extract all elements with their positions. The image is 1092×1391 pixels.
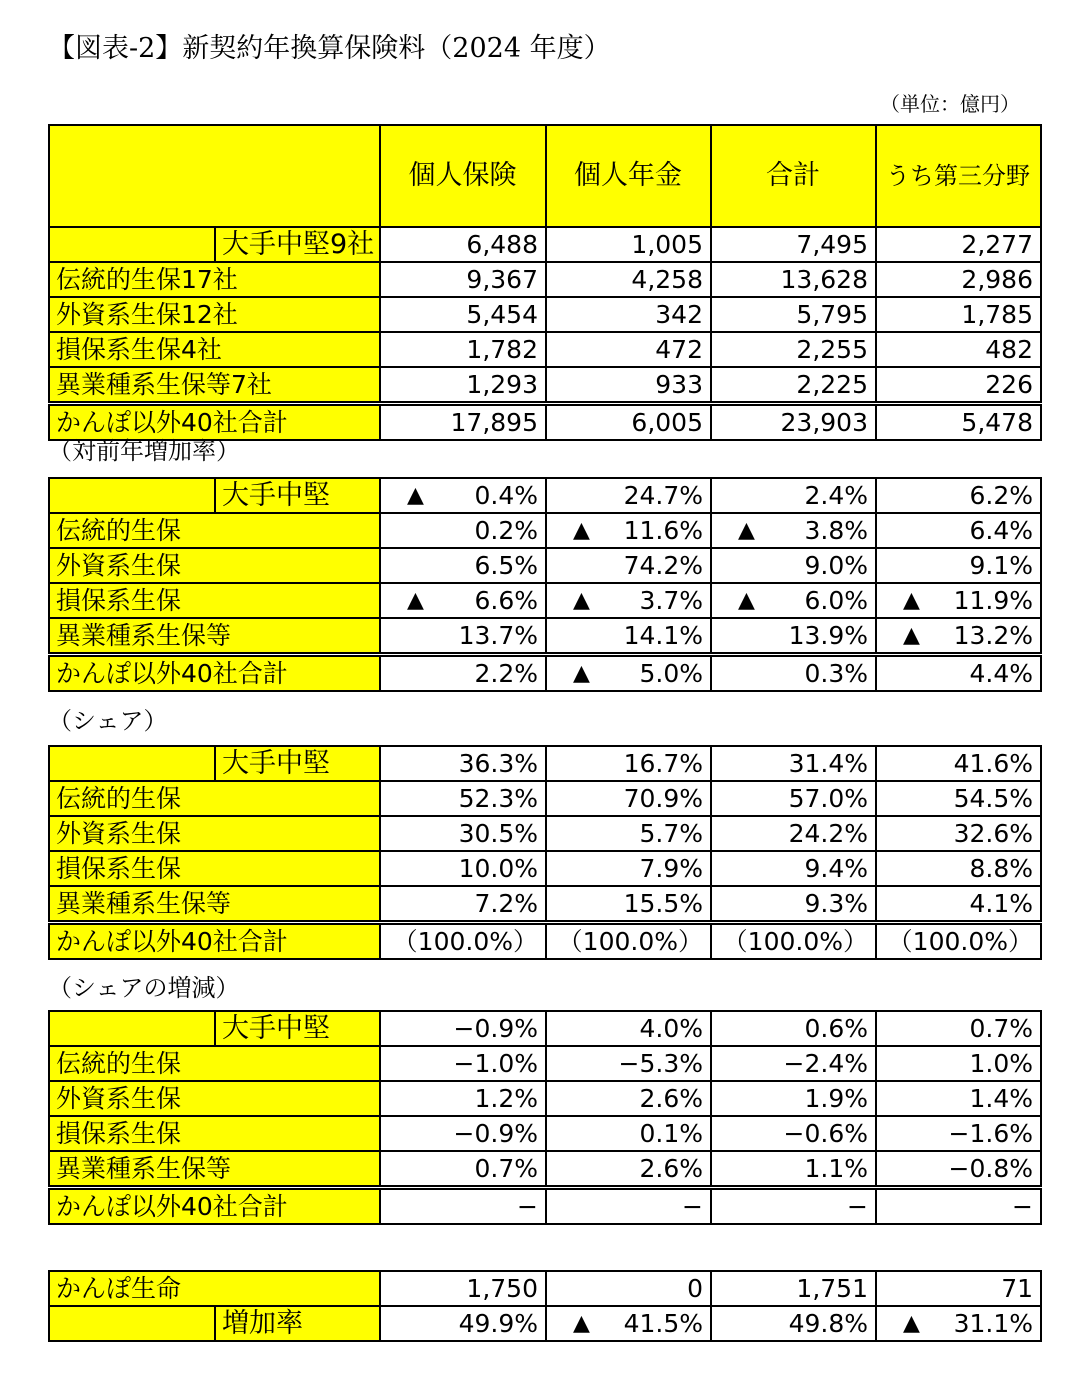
value-text: 6.6% xyxy=(474,586,538,615)
row-label: 伝統的生保 xyxy=(49,781,380,816)
value-text: 7.9% xyxy=(639,854,703,883)
share-change-table xyxy=(48,1010,1042,1225)
value-cell xyxy=(711,1271,876,1306)
value-text: 2,277 xyxy=(961,230,1033,259)
value-text: 49.8% xyxy=(788,1309,868,1338)
negative-triangle-icon: ▲ xyxy=(573,1311,590,1336)
row-label: 異業種系生保等 xyxy=(49,618,380,655)
negative-triangle-icon: ▲ xyxy=(903,623,920,648)
table-row xyxy=(49,746,1041,781)
value-cell xyxy=(711,548,876,583)
value-cell xyxy=(711,513,876,548)
row-label xyxy=(49,746,380,781)
value-cell xyxy=(546,367,711,404)
value-cell xyxy=(380,886,546,923)
value-cell xyxy=(380,1271,546,1306)
table-row xyxy=(49,513,1041,548)
value-cell xyxy=(876,1081,1041,1116)
kampo-rows xyxy=(49,1271,1041,1341)
row-label: かんぽ以外40社合計 xyxy=(49,655,380,692)
table-row xyxy=(49,297,1041,332)
value-cell xyxy=(380,816,546,851)
value-cell xyxy=(546,923,711,960)
value-text: 8.8% xyxy=(969,854,1033,883)
table-row xyxy=(49,618,1041,655)
value-text: 9.3% xyxy=(804,889,868,918)
value-text: 6.2% xyxy=(969,481,1033,510)
value-text: 4.4% xyxy=(969,659,1033,688)
value-text: −0.9% xyxy=(453,1119,538,1148)
value-text: 11.6% xyxy=(623,516,703,545)
table-row xyxy=(49,1116,1041,1151)
section-label-share-change: （シェアの増減） xyxy=(48,974,240,1002)
value-text: 30.5% xyxy=(458,819,538,848)
value-cell xyxy=(546,332,711,367)
value-cell xyxy=(876,1151,1041,1188)
value-text: 6.0% xyxy=(804,586,868,615)
share-rows xyxy=(49,746,1041,959)
row-label: 外資系生保 xyxy=(49,816,380,851)
value-text: 2.4% xyxy=(804,481,868,510)
value-cell xyxy=(876,1306,1041,1341)
value-cell xyxy=(546,816,711,851)
value-text: 1.9% xyxy=(804,1084,868,1113)
value-text: 41.6% xyxy=(953,749,1033,778)
value-cell xyxy=(876,655,1041,692)
value-cell xyxy=(876,332,1041,367)
row-label: かんぽ以外40社合計 xyxy=(49,1188,380,1225)
value-text: 9.0% xyxy=(804,551,868,580)
value-cell xyxy=(876,1271,1041,1306)
value-text: 36.3% xyxy=(458,749,538,778)
value-cell xyxy=(380,367,546,404)
value-cell xyxy=(380,513,546,548)
row-label-text: 大手中堅 xyxy=(214,746,380,781)
row-label xyxy=(49,1011,380,1046)
value-text: 2,986 xyxy=(961,265,1033,294)
value-cell xyxy=(546,583,711,618)
row-label xyxy=(49,478,380,513)
value-cell xyxy=(711,262,876,297)
value-text: − xyxy=(1012,1192,1033,1221)
row-label: 伝統的生保 xyxy=(49,1046,380,1081)
value-cell xyxy=(711,404,876,441)
value-cell xyxy=(876,746,1041,781)
value-cell xyxy=(380,262,546,297)
value-text: 24.2% xyxy=(788,819,868,848)
value-text: 54.5% xyxy=(953,784,1033,813)
col-header-third-sector: うち第三分野 xyxy=(876,125,1041,227)
value-cell xyxy=(711,886,876,923)
value-text: −1.6% xyxy=(948,1119,1033,1148)
value-cell xyxy=(546,886,711,923)
value-text: 6.5% xyxy=(474,551,538,580)
table-row xyxy=(49,1011,1041,1046)
value-text: 2.2% xyxy=(474,659,538,688)
value-cell xyxy=(876,548,1041,583)
row-label: かんぽ以外40社合計 xyxy=(49,923,380,960)
value-text: 2,255 xyxy=(796,335,868,364)
value-text: 1,293 xyxy=(466,370,538,399)
growth-table xyxy=(48,477,1042,692)
row-label: 伝統的生保 xyxy=(49,513,380,548)
value-text: −0.9% xyxy=(453,1014,538,1043)
value-cell xyxy=(380,297,546,332)
value-cell xyxy=(546,1271,711,1306)
value-cell xyxy=(380,1046,546,1081)
value-cell xyxy=(380,404,546,441)
value-cell xyxy=(711,332,876,367)
table-row xyxy=(49,478,1041,513)
negative-triangle-icon: ▲ xyxy=(407,483,424,508)
value-text: 342 xyxy=(655,300,703,329)
value-cell xyxy=(711,1151,876,1188)
kampo-table xyxy=(48,1270,1042,1342)
value-text: −0.8% xyxy=(948,1154,1033,1183)
value-text: 933 xyxy=(655,370,703,399)
value-text: 31.4% xyxy=(788,749,868,778)
table-row xyxy=(49,851,1041,886)
value-cell xyxy=(546,1116,711,1151)
section-label-share: （シェア） xyxy=(48,707,168,735)
value-cell xyxy=(546,262,711,297)
row-label: 外資系生保 xyxy=(49,1081,380,1116)
value-cell xyxy=(546,655,711,692)
share-change-rows xyxy=(49,1011,1041,1224)
value-text: 13,628 xyxy=(780,265,868,294)
value-text: 9,367 xyxy=(466,265,538,294)
value-cell xyxy=(876,404,1041,441)
amount-rows xyxy=(49,227,1041,440)
value-cell xyxy=(380,1306,546,1341)
share-table xyxy=(48,745,1042,960)
value-cell xyxy=(876,1116,1041,1151)
value-cell xyxy=(876,923,1041,960)
value-text: 74.2% xyxy=(623,551,703,580)
value-text: 5,454 xyxy=(466,300,538,329)
value-cell xyxy=(876,367,1041,404)
negative-triangle-icon: ▲ xyxy=(407,588,424,613)
value-cell xyxy=(546,746,711,781)
value-cell xyxy=(711,583,876,618)
value-text: 226 xyxy=(985,370,1033,399)
col-header-individual-annuity: 個人年金 xyxy=(546,125,711,227)
value-cell xyxy=(380,923,546,960)
value-cell xyxy=(546,1188,711,1225)
value-text: 13.7% xyxy=(458,621,538,650)
unit-label: （単位：億円） xyxy=(880,92,1020,116)
value-text: 6.4% xyxy=(969,516,1033,545)
value-text: 9.1% xyxy=(969,551,1033,580)
value-text: 11.9% xyxy=(953,586,1033,615)
col-header-total: 合計 xyxy=(711,125,876,227)
value-text: （100.0%） xyxy=(392,927,538,956)
value-text: 70.9% xyxy=(623,784,703,813)
value-text: 1.1% xyxy=(804,1154,868,1183)
value-cell xyxy=(876,513,1041,548)
value-text: 57.0% xyxy=(788,784,868,813)
value-cell xyxy=(380,851,546,886)
value-text: 0.7% xyxy=(969,1014,1033,1043)
value-cell xyxy=(876,262,1041,297)
table-row xyxy=(49,886,1041,923)
value-text: 32.6% xyxy=(953,819,1033,848)
value-cell xyxy=(711,1116,876,1151)
value-text: 0.2% xyxy=(474,516,538,545)
value-cell xyxy=(380,548,546,583)
value-cell xyxy=(546,1151,711,1188)
value-cell xyxy=(546,1081,711,1116)
growth-rows xyxy=(49,478,1041,691)
value-cell xyxy=(546,548,711,583)
value-text: 1,782 xyxy=(466,335,538,364)
value-text: 7.2% xyxy=(474,889,538,918)
value-text: 10.0% xyxy=(458,854,538,883)
value-text: 5.7% xyxy=(639,819,703,848)
amount-table xyxy=(48,124,1042,441)
value-cell xyxy=(546,513,711,548)
value-cell xyxy=(380,746,546,781)
value-text: −1.0% xyxy=(453,1049,538,1078)
value-text: 9.4% xyxy=(804,854,868,883)
row-label: 異業種系生保等 xyxy=(49,1151,380,1188)
value-text: （100.0%） xyxy=(887,927,1033,956)
table-row xyxy=(49,1151,1041,1188)
table-row xyxy=(49,404,1041,441)
table-row xyxy=(49,1306,1041,1341)
value-text: − xyxy=(517,1192,538,1221)
value-cell xyxy=(380,655,546,692)
value-cell xyxy=(546,478,711,513)
page-title: 【図表-2】新契約年換算保険料（2024 年度） xyxy=(48,33,611,64)
table-row xyxy=(49,367,1041,404)
value-text: 15.5% xyxy=(623,889,703,918)
negative-triangle-icon: ▲ xyxy=(573,661,590,686)
value-cell xyxy=(711,227,876,262)
row-label: かんぽ生命 xyxy=(49,1271,380,1306)
value-text: 5.0% xyxy=(639,659,703,688)
table-row xyxy=(49,548,1041,583)
value-text: 1,751 xyxy=(796,1274,868,1303)
value-text: （100.0%） xyxy=(722,927,868,956)
value-cell xyxy=(876,851,1041,886)
value-cell xyxy=(876,583,1041,618)
value-text: 4.0% xyxy=(639,1014,703,1043)
value-cell xyxy=(380,1151,546,1188)
value-cell xyxy=(876,1188,1041,1225)
value-cell xyxy=(546,781,711,816)
value-cell xyxy=(711,781,876,816)
value-cell xyxy=(876,816,1041,851)
negative-triangle-icon: ▲ xyxy=(738,518,755,543)
value-cell xyxy=(711,1011,876,1046)
row-label xyxy=(49,227,380,262)
table-row xyxy=(49,816,1041,851)
negative-triangle-icon: ▲ xyxy=(573,518,590,543)
value-text: −5.3% xyxy=(618,1049,703,1078)
value-cell xyxy=(380,1116,546,1151)
value-text: 6,488 xyxy=(466,230,538,259)
value-cell xyxy=(876,1011,1041,1046)
row-label xyxy=(49,1306,380,1341)
header-row xyxy=(49,125,1041,227)
value-text: 0.7% xyxy=(474,1154,538,1183)
value-cell xyxy=(876,227,1041,262)
row-label: 外資系生保 xyxy=(49,548,380,583)
value-text: 2.6% xyxy=(639,1154,703,1183)
row-label: 損保系生保4社 xyxy=(49,332,380,367)
table-row xyxy=(49,781,1041,816)
value-cell xyxy=(711,1046,876,1081)
value-text: 49.9% xyxy=(458,1309,538,1338)
value-text: 1.4% xyxy=(969,1084,1033,1113)
value-text: −2.4% xyxy=(783,1049,868,1078)
row-label-text: 大手中堅 xyxy=(214,1011,380,1046)
value-cell xyxy=(876,886,1041,923)
table-row xyxy=(49,1271,1041,1306)
value-text: 71 xyxy=(1001,1274,1033,1303)
value-cell xyxy=(380,1081,546,1116)
negative-triangle-icon: ▲ xyxy=(738,588,755,613)
value-text: 5,795 xyxy=(796,300,868,329)
table-row xyxy=(49,227,1041,262)
value-cell xyxy=(711,1081,876,1116)
value-cell xyxy=(876,297,1041,332)
value-text: 17,895 xyxy=(450,408,538,437)
value-cell xyxy=(711,1306,876,1341)
value-text: 1.0% xyxy=(969,1049,1033,1078)
value-cell xyxy=(876,618,1041,655)
value-text: − xyxy=(847,1192,868,1221)
value-text: 0.1% xyxy=(639,1119,703,1148)
negative-triangle-icon: ▲ xyxy=(903,588,920,613)
table-row xyxy=(49,583,1041,618)
table-row xyxy=(49,332,1041,367)
row-label: 損保系生保 xyxy=(49,1116,380,1151)
value-text: 31.1% xyxy=(953,1309,1033,1338)
value-cell xyxy=(546,1046,711,1081)
row-label: 伝統的生保17社 xyxy=(49,262,380,297)
row-label-text: 大手中堅9社 xyxy=(214,227,380,262)
value-text: 23,903 xyxy=(780,408,868,437)
value-text: 3.7% xyxy=(639,586,703,615)
value-cell xyxy=(711,746,876,781)
value-text: 52.3% xyxy=(458,784,538,813)
row-label-text: 大手中堅 xyxy=(214,478,380,513)
col-header-individual-insurance: 個人保険 xyxy=(380,125,546,227)
value-text: 7,495 xyxy=(796,230,868,259)
value-cell xyxy=(711,367,876,404)
value-text: 4.1% xyxy=(969,889,1033,918)
value-cell xyxy=(380,618,546,655)
value-cell xyxy=(711,923,876,960)
value-text: 16.7% xyxy=(623,749,703,778)
table-row xyxy=(49,923,1041,960)
value-text: 2,225 xyxy=(796,370,868,399)
value-text: 472 xyxy=(655,335,703,364)
value-text: 1,750 xyxy=(466,1274,538,1303)
value-text: 24.7% xyxy=(623,481,703,510)
value-cell xyxy=(380,227,546,262)
value-cell xyxy=(546,851,711,886)
value-cell xyxy=(876,1046,1041,1081)
table-row xyxy=(49,1188,1041,1225)
value-text: 0.3% xyxy=(804,659,868,688)
value-text: 6,005 xyxy=(631,408,703,437)
value-text: 1,785 xyxy=(961,300,1033,329)
value-text: 2.6% xyxy=(639,1084,703,1113)
value-cell xyxy=(711,1188,876,1225)
value-text: 0.4% xyxy=(474,481,538,510)
row-label: 損保系生保 xyxy=(49,851,380,886)
value-text: 4,258 xyxy=(631,265,703,294)
value-cell xyxy=(380,1188,546,1225)
value-text: （100.0%） xyxy=(557,927,703,956)
negative-triangle-icon: ▲ xyxy=(573,588,590,613)
table-row xyxy=(49,655,1041,692)
table-row xyxy=(49,1046,1041,1081)
value-cell xyxy=(546,404,711,441)
value-text: 482 xyxy=(985,335,1033,364)
value-text: 13.2% xyxy=(953,621,1033,650)
value-cell xyxy=(380,478,546,513)
value-cell xyxy=(876,781,1041,816)
row-label: 異業種系生保等 xyxy=(49,886,380,923)
value-cell xyxy=(380,583,546,618)
value-text: 0 xyxy=(687,1274,703,1303)
header-corner xyxy=(49,125,380,227)
value-text: 0.6% xyxy=(804,1014,868,1043)
row-label: かんぽ以外40社合計 xyxy=(49,404,380,441)
value-cell xyxy=(711,478,876,513)
value-cell xyxy=(711,297,876,332)
value-text: 1,005 xyxy=(631,230,703,259)
value-cell xyxy=(380,781,546,816)
value-cell xyxy=(546,297,711,332)
table-row xyxy=(49,1081,1041,1116)
negative-triangle-icon: ▲ xyxy=(903,1311,920,1336)
value-text: 41.5% xyxy=(623,1309,703,1338)
value-cell xyxy=(711,655,876,692)
value-cell xyxy=(876,478,1041,513)
table-row xyxy=(49,262,1041,297)
value-cell xyxy=(380,332,546,367)
row-label-text: 増加率 xyxy=(214,1306,380,1341)
value-cell xyxy=(546,1306,711,1341)
value-text: 5,478 xyxy=(961,408,1033,437)
value-cell xyxy=(711,618,876,655)
value-text: 3.8% xyxy=(804,516,868,545)
value-text: −0.6% xyxy=(783,1119,868,1148)
value-cell xyxy=(711,816,876,851)
value-text: 13.9% xyxy=(788,621,868,650)
value-cell xyxy=(546,1011,711,1046)
row-label: 損保系生保 xyxy=(49,583,380,618)
section-label-growth: （対前年増加率） xyxy=(48,437,240,465)
value-cell xyxy=(546,618,711,655)
value-cell xyxy=(380,1011,546,1046)
row-label: 外資系生保12社 xyxy=(49,297,380,332)
value-cell xyxy=(711,851,876,886)
value-cell xyxy=(546,227,711,262)
value-text: − xyxy=(682,1192,703,1221)
row-label: 異業種系生保等7社 xyxy=(49,367,380,404)
value-text: 14.1% xyxy=(623,621,703,650)
value-text: 1.2% xyxy=(474,1084,538,1113)
